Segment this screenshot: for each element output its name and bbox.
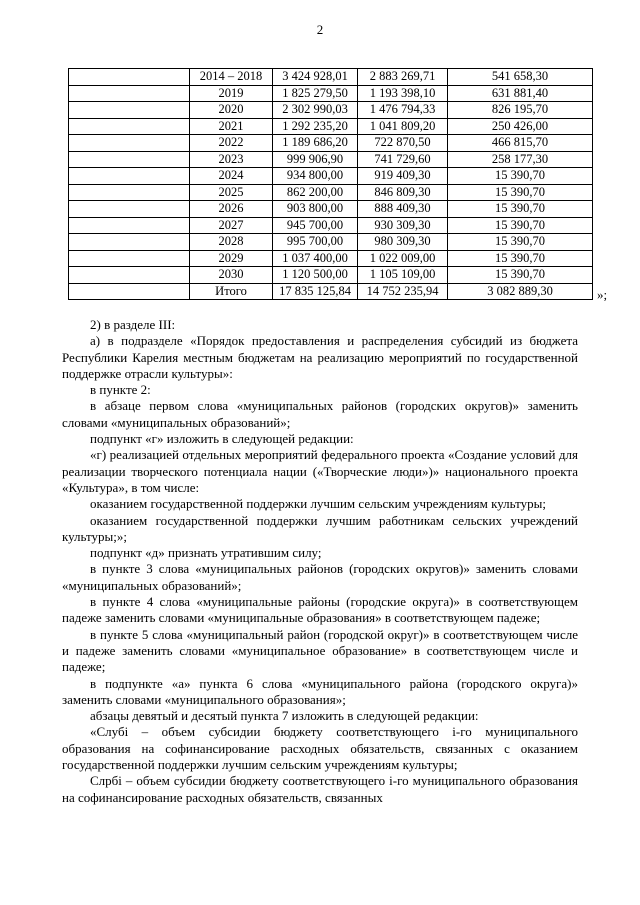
- paragraph: в пункте 4 слова «муниципальные районы (городские округа)» в соответствующем падеже заменить словами «муниципальные образования» в соответствующем падеже;: [62, 594, 578, 626]
- table-cell-amount: 3 424 928,01: [273, 69, 358, 86]
- table-cell-amount: 945 700,00: [273, 217, 358, 234]
- table-cell-year: 2030: [190, 267, 273, 284]
- table-cell-amount: 2 302 990,03: [273, 102, 358, 119]
- table-cell-amount: 17 835 125,84: [273, 283, 358, 300]
- paragraph: оказанием государственной поддержки лучшим работникам сельских учреждений культуры;»;: [62, 512, 578, 544]
- table-cell-empty: [69, 201, 190, 218]
- table-cell-year: 2026: [190, 201, 273, 218]
- paragraph: абзацы девятый и десятый пункта 7 изложить в следующей редакции:: [90, 708, 479, 724]
- table-cell-amount: 903 800,00: [273, 201, 358, 218]
- table-cell-amount: 1 825 279,50: [273, 85, 358, 102]
- table-cell-year: 2022: [190, 135, 273, 152]
- table-cell-amount: 15 390,70: [448, 201, 593, 218]
- table-row: [69, 250, 593, 267]
- table-cell-year: 2024: [190, 168, 273, 185]
- table-cell-year: 2020: [190, 102, 273, 119]
- table-cell-amount: 1 189 686,20: [273, 135, 358, 152]
- table-cell-amount: 980 309,30: [358, 234, 448, 251]
- table-row: [69, 135, 593, 152]
- table-cell-amount: 722 870,50: [358, 135, 448, 152]
- table-cell-amount: 1 292 235,20: [273, 118, 358, 135]
- table-cell-amount: 1 120 500,00: [273, 267, 358, 284]
- table-cell-amount: 15 390,70: [448, 184, 593, 201]
- table-cell-amount: 934 800,00: [273, 168, 358, 185]
- table-cell-year: 2028: [190, 234, 273, 251]
- table-row: [69, 234, 593, 251]
- paragraph: в абзаце первом слова «муниципальных районов (городских округов)» заменить словами «муниципальных образований»;: [62, 398, 578, 430]
- table-cell-empty: [69, 283, 190, 300]
- table-cell-amount: 1 022 009,00: [358, 250, 448, 267]
- paragraph: в пункте 5 слова «муниципальный район (городской округ)» в соответствующем числе и падеже заменить словами «муниципальное образование» в соответствующем числе и падеже;: [62, 626, 578, 675]
- table-cell-amount: 846 809,30: [358, 184, 448, 201]
- page-number: 2: [316, 22, 324, 37]
- table-cell-amount: 250 426,00: [448, 118, 593, 135]
- table-cell-year: 2027: [190, 217, 273, 234]
- table-cell-year: 2021: [190, 118, 273, 135]
- table-cell-amount: 15 390,70: [448, 217, 593, 234]
- table-cell-amount: 15 390,70: [448, 250, 593, 267]
- paragraph: Слрбi – объем субсидии бюджету соответствующего i-го муниципального образования на софинансирование расходных обязательств, связанных: [62, 773, 578, 805]
- table-cell-amount: 466 815,70: [448, 135, 593, 152]
- table-cell-year: 2019: [190, 85, 273, 102]
- table-cell-empty: [69, 234, 190, 251]
- table-row: [69, 283, 593, 300]
- table-cell-year: 2029: [190, 250, 273, 267]
- table-cell-year: 2014 – 2018: [190, 69, 273, 86]
- table-cell-amount: 888 409,30: [358, 201, 448, 218]
- paragraph: в пункте 3 слова «муниципальных районов (городских округов)» заменить словами «муниципальных образований»;: [62, 561, 578, 593]
- table-row: [69, 102, 593, 119]
- paragraph: «г) реализацией отдельных мероприятий федерального проекта «Создание условий для реализации творческого потенциала нации («Творческие люди»)» национального проекта «Культура», в том числе:: [62, 447, 578, 495]
- table-cell-amount: 2 883 269,71: [358, 69, 448, 86]
- table-row: [69, 69, 593, 86]
- table-cell-empty: [69, 250, 190, 267]
- table-cell-empty: [69, 102, 190, 119]
- table-cell-amount: 930 309,30: [358, 217, 448, 234]
- table-cell-empty: [69, 151, 190, 168]
- table-cell-amount: 541 658,30: [448, 69, 593, 86]
- table-cell-amount: 15 390,70: [448, 168, 593, 185]
- table-cell-amount: 1 041 809,20: [358, 118, 448, 135]
- table-cell-amount: 995 700,00: [273, 234, 358, 251]
- table-cell-year: 2025: [190, 184, 273, 201]
- table-cell-empty: [69, 69, 190, 86]
- paragraph: подпункт «д» признать утратившим силу;: [90, 545, 322, 561]
- table-row: [69, 151, 593, 168]
- paragraph: оказанием государственной поддержки лучшим сельским учреждениям культуры;: [90, 496, 546, 512]
- table-row: [69, 118, 593, 135]
- table-row: [69, 168, 593, 185]
- table-cell-amount: 14 752 235,94: [358, 283, 448, 300]
- financing-table: [68, 68, 593, 300]
- paragraph: подпункт «г» изложить в следующей редакции:: [90, 431, 354, 447]
- table-cell-amount: 999 906,90: [273, 151, 358, 168]
- table-cell-amount: 15 390,70: [448, 267, 593, 284]
- table-cell-empty: [69, 118, 190, 135]
- table-cell-empty: [69, 168, 190, 185]
- table-cell-empty: [69, 217, 190, 234]
- table-closing-quote: »;: [597, 287, 608, 302]
- table-cell-amount: 1 193 398,10: [358, 85, 448, 102]
- table-cell-amount: 826 195,70: [448, 102, 593, 119]
- table-cell-year: Итого: [190, 283, 273, 300]
- table-row: [69, 85, 593, 102]
- table-cell-empty: [69, 135, 190, 152]
- table-cell-amount: 3 082 889,30: [448, 283, 593, 300]
- paragraph: в пункте 2:: [90, 382, 151, 398]
- table-row: [69, 267, 593, 284]
- table-cell-amount: 1 037 400,00: [273, 250, 358, 267]
- table-cell-amount: 741 729,60: [358, 151, 448, 168]
- table-cell-amount: 862 200,00: [273, 184, 358, 201]
- paragraph: «Слубi – объем субсидии бюджету соответствующего i-го муниципального образования на софинансирование расходных обязательств, связанных с оказанием государственной поддержки лучшим сельским учреждениям культуры;: [62, 724, 578, 773]
- table-cell-amount: 1 476 794,33: [358, 102, 448, 119]
- table-cell-amount: 1 105 109,00: [358, 267, 448, 284]
- table-cell-amount: 631 881,40: [448, 85, 593, 102]
- table-cell-year: 2023: [190, 151, 273, 168]
- table-cell-amount: 919 409,30: [358, 168, 448, 185]
- document-body: [62, 317, 578, 806]
- table-row: [69, 217, 593, 234]
- table-row: [69, 184, 593, 201]
- paragraph: а) в подразделе «Порядок предоставления и распределения субсидий из бюджета Республики Карелия местным бюджетам на реализацию мероприятий по государственной поддержке отрасли культуры»:: [62, 333, 578, 381]
- table-cell-empty: [69, 267, 190, 284]
- table-row: [69, 201, 593, 218]
- paragraph: 2) в разделе III:: [90, 317, 176, 332]
- paragraph: в подпункте «а» пункта 6 слова «муниципального района (городского округа)» заменить словами «муниципального образования»;: [62, 675, 578, 707]
- table-cell-empty: [69, 184, 190, 201]
- table-cell-amount: 15 390,70: [448, 234, 593, 251]
- table-cell-empty: [69, 85, 190, 102]
- table-cell-amount: 258 177,30: [448, 151, 593, 168]
